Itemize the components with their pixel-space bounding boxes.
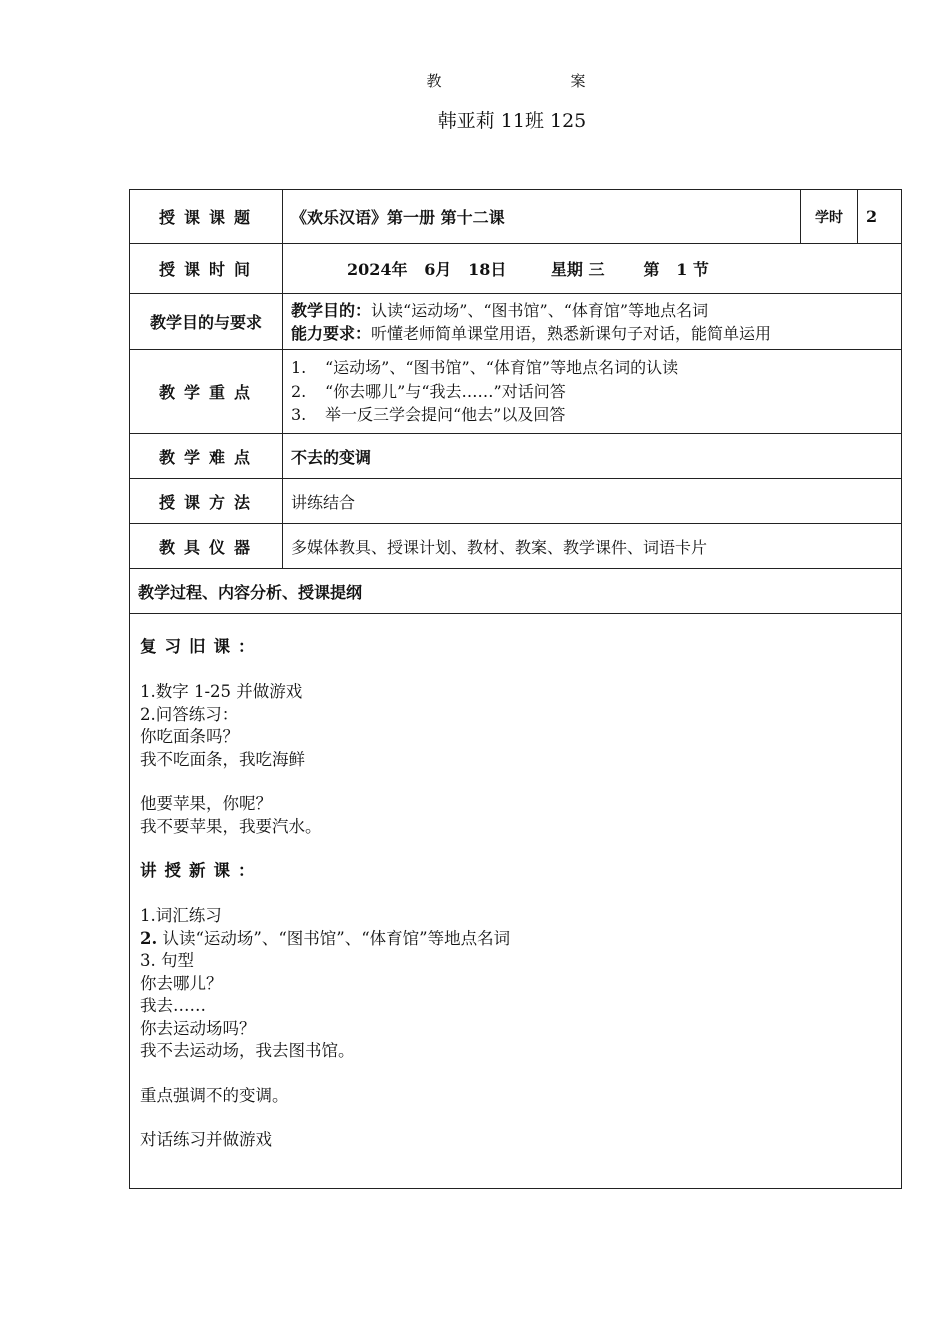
label-time: 授课时间 <box>130 244 283 294</box>
label-process: 教学过程、内容分析、授课提纲 <box>130 569 902 614</box>
practice-line: 对话练习并做游戏 <box>140 1130 272 1149</box>
row-goals <box>130 294 902 350</box>
goal-text: 认读“运动场”、“图书馆”、“体育馆”等地点名词 <box>371 301 709 320</box>
new-lesson-line: 你去哪儿？ <box>140 973 223 993</box>
new-lesson-line-text: 认读“运动场”、“图书馆”、“体育馆”等地点名词 <box>157 928 511 948</box>
value-topic: 《欢乐汉语》第一册 第十二课 <box>283 190 801 244</box>
label-hours: 学时 <box>801 190 858 244</box>
new-lesson-line: 你去运动场吗？ <box>140 1018 256 1038</box>
row-time <box>130 244 902 294</box>
review-line: 1.数字 1-25 并做游戏 <box>140 682 303 701</box>
row-topic <box>130 190 902 244</box>
focus-item <box>291 403 893 427</box>
new-lesson-line-num: 2. <box>140 928 158 948</box>
value-method: 讲练结合 <box>283 479 902 524</box>
label-goals: 教学目的与要求 <box>130 294 283 350</box>
label-focus: 教学重点 <box>130 350 283 434</box>
emphasis-line: 重点强调不的变调。 <box>140 1085 289 1105</box>
focus-item-text: “运动场”、“图书馆”、“体育馆”等地点名词的认读 <box>325 358 679 378</box>
row-focus <box>130 350 902 434</box>
lesson-plan-table <box>129 189 902 1189</box>
value-difficulty: 不去的变调 <box>283 434 902 479</box>
new-lesson-line: 我去…… <box>140 996 206 1015</box>
new-lesson-title: 讲授新课： <box>140 861 263 880</box>
focus-item-num: 2. <box>291 381 307 401</box>
row-difficulty <box>130 434 902 479</box>
focus-item-num: 3. <box>291 405 307 425</box>
label-tools: 教具仪器 <box>130 524 283 569</box>
focus-item <box>291 380 893 404</box>
document-subtitle: 韩亚莉 11班 125 <box>437 110 587 132</box>
review-title: 复习旧课： <box>140 637 263 656</box>
ability-prefix: 能力要求： <box>291 324 372 343</box>
new-lesson-line: 我不去运动场，我去图书馆。 <box>140 1041 355 1060</box>
label-topic: 授课课题 <box>130 190 283 244</box>
ability-line <box>291 322 893 345</box>
focus-item-num: 1. <box>291 358 307 378</box>
focus-item-text: “你去哪儿”与“我去……”对话问答 <box>325 381 566 401</box>
row-method <box>130 479 902 524</box>
goal-line <box>291 299 893 322</box>
focus-item-text: 举一反三学会提问“他去”以及回答 <box>325 405 566 425</box>
focus-item <box>291 356 893 380</box>
new-lesson-line: 3. 句型 <box>140 951 194 970</box>
review-line: 他要苹果，你呢？ <box>140 794 272 813</box>
review-line: 2.问答练习： <box>140 704 239 724</box>
review-line: 你吃面条吗？ <box>140 727 239 746</box>
row-tools <box>130 524 902 569</box>
value-time: 2024年 6月 18日 星期 三 第 1 节 <box>283 244 902 294</box>
ability-text: 听懂老师简单课堂用语，熟悉新课句子对话，能简单运用 <box>371 324 772 343</box>
value-tools: 多媒体教具、授课计划、教材、教案、教学课件、词语卡片 <box>283 524 902 569</box>
lesson-content <box>130 614 902 1189</box>
value-focus <box>283 350 902 434</box>
value-hours: 2 <box>858 190 902 244</box>
review-line: 我不要苹果，我要汽水。 <box>140 816 322 836</box>
new-lesson-line: 1.词汇练习 <box>140 906 222 925</box>
label-method: 授课方法 <box>130 479 283 524</box>
label-difficulty: 教学难点 <box>130 434 283 479</box>
new-lesson-line <box>140 928 891 951</box>
review-line: 我不吃面条，我吃海鲜 <box>140 749 305 769</box>
document-title: 教 案 <box>426 72 608 90</box>
row-process <box>130 569 902 614</box>
row-content <box>130 614 902 1189</box>
value-goals <box>283 294 902 350</box>
goal-prefix: 教学目的： <box>291 301 372 320</box>
